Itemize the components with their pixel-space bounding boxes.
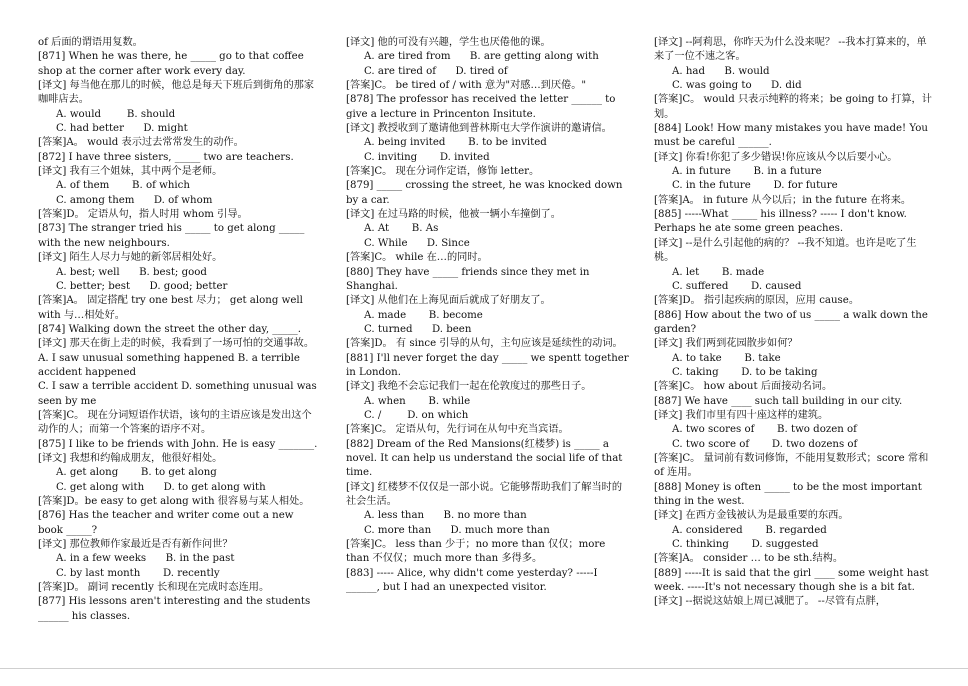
text-line: [877] His lessons aren't interesting and the students ______ his classes. bbox=[38, 596, 311, 622]
answer-options: C. / D. on which bbox=[364, 409, 469, 421]
text-line: [答案]C。 while 在…的同时。 bbox=[346, 252, 488, 264]
answer-options: A. two scores of B. two dozen of bbox=[672, 424, 857, 436]
text-line: [译文] 从他们在上海见面后就成了好朋友了。 bbox=[346, 295, 551, 307]
answer-options: A. At B. As bbox=[364, 223, 439, 235]
text-line: [译文] 在西方金钱被认为是最重要的东西。 bbox=[654, 510, 849, 522]
text-line: [译文] 那天在街上走的时候，我看到了一场可怕的交通事故。 bbox=[38, 338, 315, 350]
text-line: A. I saw unusual something happened B. a terrible accident happened bbox=[38, 352, 300, 378]
answer-options: C. two score of D. two dozens of bbox=[672, 438, 858, 450]
text-line: [译文] --阿莉思，你昨天为什么没来呢？ --我本打算来的，单来了一位不速之客。 bbox=[654, 37, 927, 63]
text-line: [译文] 我们两到花园散步如何？ bbox=[654, 338, 798, 350]
answer-options: A. made B. become bbox=[364, 309, 483, 321]
answer-options: A. in future B. in a future bbox=[672, 166, 822, 178]
text-line: [答案]C。 现在分词作定语，修饰 letter。 bbox=[346, 166, 540, 178]
answer-options: A. in a few weeks B. in the past bbox=[56, 553, 235, 565]
text-line: [答案]C。 定语从句，先行词在从句中充当宾语。 bbox=[346, 424, 569, 436]
text-line: [译文] 陌生人尽力与她的新邻居相处好。 bbox=[38, 252, 223, 264]
text-line: [答案]C。 less than 少于；no more than 仅仅；more than 不仅仅；much more than 多得多。 bbox=[346, 539, 606, 565]
text-line: [答案]A。 in future 从今以后；in the future 在将来。 bbox=[654, 194, 912, 206]
answer-options: C. thinking D. suggested bbox=[672, 539, 819, 551]
text-line: [878] The professor has received the letter ______ to give a lecture in Princenton Insitute. bbox=[346, 94, 616, 120]
text-line: [答案]D。 指引起疾病的原因，应用 cause。 bbox=[654, 295, 860, 307]
text-line: [889] -----It is said that the girl ____ some weight hast week. -----It's not necessary though she is a bit fat. bbox=[654, 567, 929, 594]
text-line: [879] _____ crossing the street, he was knocked down by a car. bbox=[346, 180, 623, 206]
answer-options: C. taking D. to be taking bbox=[672, 366, 818, 378]
answer-options: A. are tired from B. are getting along with bbox=[364, 51, 599, 63]
text-line: [答案]C。 would 只表示纯粹的将来；be going to 打算，计划。 bbox=[654, 94, 932, 120]
answer-options: C. was going to D. did bbox=[672, 80, 802, 92]
text-line: [答案]D。 定语从句，指人时用 whom 引导。 bbox=[38, 209, 248, 221]
text-line: [译文] --是什么引起他的病的？ --我不知道。也许是吃了生桃。 bbox=[654, 237, 917, 264]
answer-options: C. turned D. been bbox=[364, 323, 472, 335]
answer-options: C. more than D. much more than bbox=[364, 524, 550, 536]
column-left bbox=[38, 36, 320, 624]
answer-options: A. get along B. to get along bbox=[56, 467, 217, 479]
text-line: [875] I like to be friends with John. He is easy _______. bbox=[38, 438, 318, 450]
text-line: [883] ----- Alice, why didn't come yesterday? -----I ______, but I had an unexpected visitor. bbox=[346, 567, 598, 594]
text-line: [884] Look! How many mistakes you have made! You must be careful ______. bbox=[654, 123, 928, 149]
text-line: [答案]A。 consider … to be sth.结构。 bbox=[654, 553, 844, 565]
text-line: [答案]C。 量词前有数词修饰，不能用复数形式；score 常和 of 连用。 bbox=[654, 452, 929, 479]
answer-options: C. get along with D. to get along with bbox=[56, 481, 266, 493]
text-line: [876] Has the teacher and writer come out a new book _____? bbox=[38, 510, 294, 536]
text-line: [答案]C。 be tired of / with 意为"对感…到厌倦。" bbox=[346, 80, 587, 92]
text-line: [译文] 我想和约翰成朋友，他很好相处。 bbox=[38, 452, 223, 464]
answer-options: C. While D. Since bbox=[364, 237, 470, 249]
column-middle bbox=[346, 36, 630, 595]
text-line: [886] How about the two of us _____ a walk down the garden? bbox=[654, 309, 928, 335]
answer-options: C. inviting D. invited bbox=[364, 151, 490, 163]
text-line: [888] Money is often _____ to be the most important thing in the west. bbox=[654, 481, 922, 507]
text-line: [874] Walking down the street the other day, _____. bbox=[38, 323, 302, 335]
text-line: [译文] 我绝不会忘记我们一起在伦敦度过的那些日子。 bbox=[346, 381, 592, 393]
text-line: [答案]A。 固定搭配 try one best 尽力； get along well with 与…相处好。 bbox=[38, 295, 303, 321]
text-line: [译文] 我有三个姐妹，其中两个是老师。 bbox=[38, 166, 223, 178]
text-line: [答案]D。be easy to get along with 很容易与某人相处。 bbox=[38, 496, 310, 507]
text-line: [答案]D。 有 since 引导的从句，主句应该是延续性的动词。 bbox=[346, 338, 623, 350]
answer-options: A. of them B. of which bbox=[56, 180, 190, 192]
answer-options: C. among them D. of whom bbox=[56, 194, 213, 206]
answer-options: C. better; best D. good; better bbox=[56, 280, 228, 292]
text-line: [译文] 红楼梦不仅仅是一部小说。它能够帮助我们了解当时的社会生活。 bbox=[346, 481, 623, 507]
text-line: [882] Dream of the Red Mansions(红楼梦) is _____ a novel. It can help us understand the social life of that time. bbox=[346, 438, 623, 479]
answer-options: C. are tired of D. tired of bbox=[364, 65, 508, 77]
page-bottom-rule bbox=[0, 668, 968, 669]
answer-options: A. being invited B. to be invited bbox=[364, 137, 547, 149]
answer-options: A. when B. while bbox=[364, 395, 471, 407]
answer-options: A. had B. would bbox=[672, 65, 770, 77]
text-line: [译文] 他的可没有兴趣，学生也厌倦他的课。 bbox=[346, 37, 551, 48]
text-line: [译文] 在过马路的时候，他被一辆小车撞倒了。 bbox=[346, 209, 561, 221]
answer-options: A. considered B. regarded bbox=[672, 524, 827, 536]
text-line: [译文] 教授收到了邀请他到普林斯屯大学作演讲的邀请信。 bbox=[346, 123, 612, 135]
text-line: [答案]C。 how about 后面接动名词。 bbox=[654, 381, 833, 393]
answer-options: A. let B. made bbox=[672, 266, 765, 278]
text-line: C. I saw a terrible accident D. something unusual was seen by me bbox=[38, 381, 317, 407]
text-line: [答案]D。 副词 recently 长和现在完成时态连用。 bbox=[38, 582, 270, 594]
text-line: [译文] 每当他在那儿的时候，他总是每天下班后到街角的那家咖啡店去。 bbox=[38, 80, 315, 106]
answer-options: C. in the future D. for future bbox=[672, 180, 838, 192]
answer-options: C. suffered D. caused bbox=[672, 280, 802, 292]
text-line: [译文] 那位教师作家最近是否有新作问世？ bbox=[38, 539, 233, 551]
column-right bbox=[654, 36, 934, 610]
answer-options: A. would B. should bbox=[56, 108, 176, 120]
text-line: [885] -----What _____ his illness? ----- I don't know. Perhaps he ate some green peaches. bbox=[654, 209, 907, 235]
text-line: [答案]C。 现在分词短语作状语，该句的主语应该是发出这个动作的人；而第一个答案的语序不对。 bbox=[38, 409, 312, 436]
answer-options: C. by last month D. recently bbox=[56, 567, 220, 579]
text-line: [887] We have ____ such tall building in our city. bbox=[654, 395, 903, 407]
text-line: [871] When he was there, he _____ go to that coffee shop at the corner after work every day. bbox=[38, 51, 304, 77]
text-line: [答案]A。 would 表示过去常常发生的动作。 bbox=[38, 137, 244, 149]
answer-options: C. had better D. might bbox=[56, 123, 188, 135]
text-line: [881] I'll never forget the day _____ we spentt together in London. bbox=[346, 352, 629, 378]
text-line: [880] They have _____ friends since they met in Shanghai. bbox=[346, 266, 590, 292]
text-line: [872] I have three sisters, _____ two are teachers. bbox=[38, 151, 294, 163]
answer-options: A. to take B. take bbox=[672, 352, 781, 364]
text-line: [873] The stranger tried his _____ to get along _____ with the new neighbours. bbox=[38, 223, 305, 249]
answer-options: A. less than B. no more than bbox=[364, 510, 527, 522]
text-line: [译文] 我们市里有四十座这样的建筑。 bbox=[654, 409, 829, 421]
answer-options: A. best; well B. best; good bbox=[56, 266, 207, 278]
text-line: [译文] 你看!你犯了多少错误!你应该从今以后要小心。 bbox=[654, 151, 898, 163]
text-line: [译文] --据说这姑娘上周已减肥了。 --尽管有点胖， bbox=[654, 596, 886, 608]
text-line: of 后面的谓语用复数。 bbox=[38, 37, 143, 48]
